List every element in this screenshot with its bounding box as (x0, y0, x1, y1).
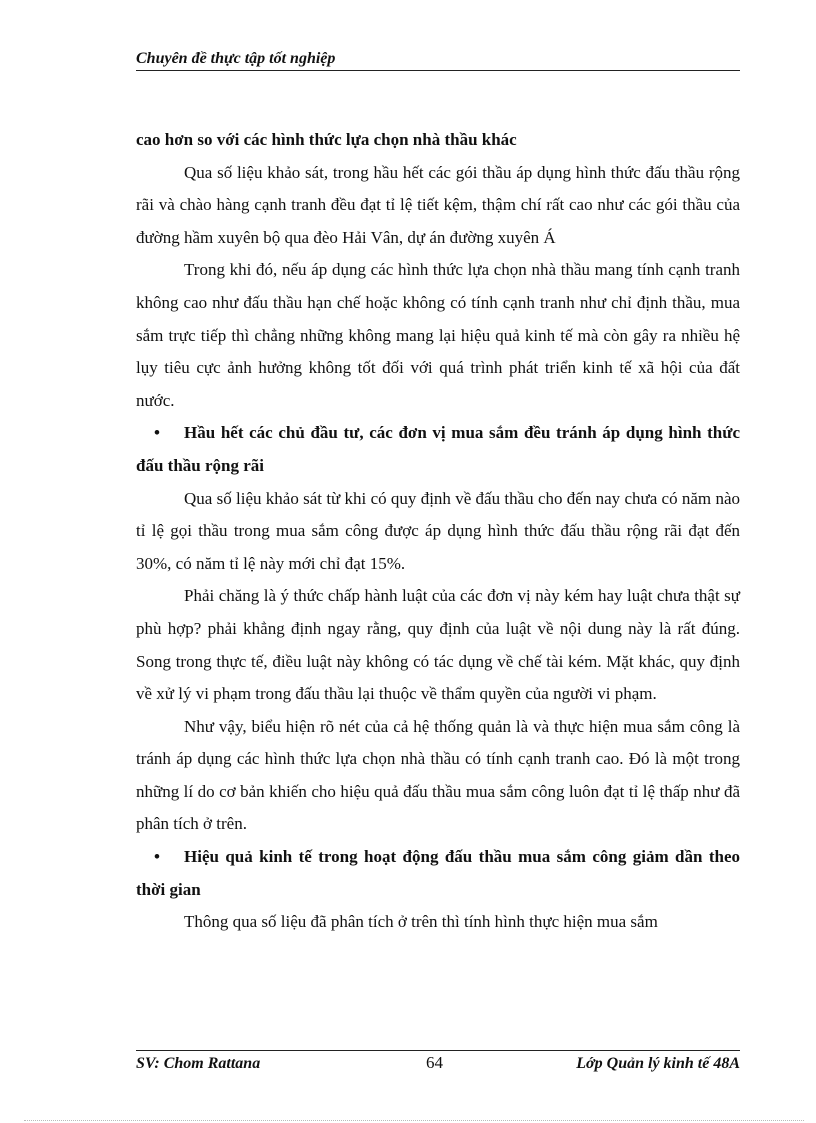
bullet-icon: • (154, 847, 160, 867)
paragraph: Qua số liệu khảo sát từ khi có quy định về đấu thầu cho đến nay chưa có năm nào tỉ lệ gọi thầu trong mua sắm công được áp dụng hình thức đấu thầu rộng rãi đạt đến 30%, có năm tỉ lệ này mới chỉ đạt 15%. (136, 488, 740, 573)
paragraph: Thông qua số liệu đã phân tích ở trên thì tính hình thực hiện mua sắm (184, 912, 658, 932)
paragraph: Như vậy, biểu hiện rõ nét của cả hệ thống quản là và thực hiện mua sắm công là tránh áp dụng các hình thức lựa chọn nhà thầu có tính cạnh tranh cao. Đó là một trong những lí do cơ bản khiến cho hiệu quả đấu thầu mua sắm công luôn đạt tỉ lệ thấp như đã phân tích ở trên. (136, 716, 740, 834)
bullet-heading (136, 841, 740, 906)
bullet-heading (136, 417, 740, 482)
footer-student: SV: Chom Rattana (136, 1055, 261, 1072)
bullet-heading-text: Hầu hết các chủ đầu tư, các đơn vị mua sắm đều tránh áp dụng hình thức đấu thầu rộng rãi (136, 423, 740, 475)
footer-class: Lớp Quản lý kinh tế 48A (576, 1055, 740, 1072)
page-header (136, 48, 740, 71)
page-body (136, 124, 740, 939)
bullet-heading-text: Hiệu quả kinh tế trong hoạt động đấu thầu mua sắm công giảm dần theo thời gian (136, 847, 740, 899)
paragraph-heading-continuation: cao hơn so với các hình thức lựa chọn nhà thầu khác (136, 130, 517, 149)
paragraph: Trong khi đó, nếu áp dụng các hình thức lựa chọn nhà thầu mang tính cạnh tranh không cao như đấu thầu hạn chế hoặc không có tính cạnh tranh như chỉ định thầu, mua sắm trực tiếp thì chẳng những không mang lại hiệu quả kinh tế mà còn gây ra nhiều hệ lụy tiêu cực ảnh hưởng không tốt đối với quá trình phát triển kinh tế xã hội của đất nước. (136, 260, 740, 410)
page-number: 64 (426, 1053, 443, 1072)
paragraph: Qua số liệu khảo sát, trong hầu hết các gói thầu áp dụng hình thức đấu thầu rộng rãi và chào hàng cạnh tranh đều đạt tỉ lệ tiết kệm, thậm chí rất cao như các gói thầu của đường hầm xuyên bộ qua đèo Hải Vân, dự án đường xuyên Á (136, 162, 740, 247)
bullet-icon: • (154, 423, 160, 443)
page-footer (136, 1050, 740, 1081)
header-title: Chuyên đề thực tập tốt nghiệp (136, 50, 336, 67)
page-edge-divider (24, 1120, 804, 1121)
paragraph: Phải chăng là ý thức chấp hành luật của các đơn vị này kém hay luật chưa thật sự phù hợp? phải khẳng định ngay rằng, quy định của luật về nội dung này là rất đúng. Song trong thực tế, điều luật này không có tác dụng về chế tài kém. Mặt khác, quy định về xử lý vi phạm trong đấu thầu lại thuộc về thẩm quyền của người vi phạm. (136, 586, 740, 704)
